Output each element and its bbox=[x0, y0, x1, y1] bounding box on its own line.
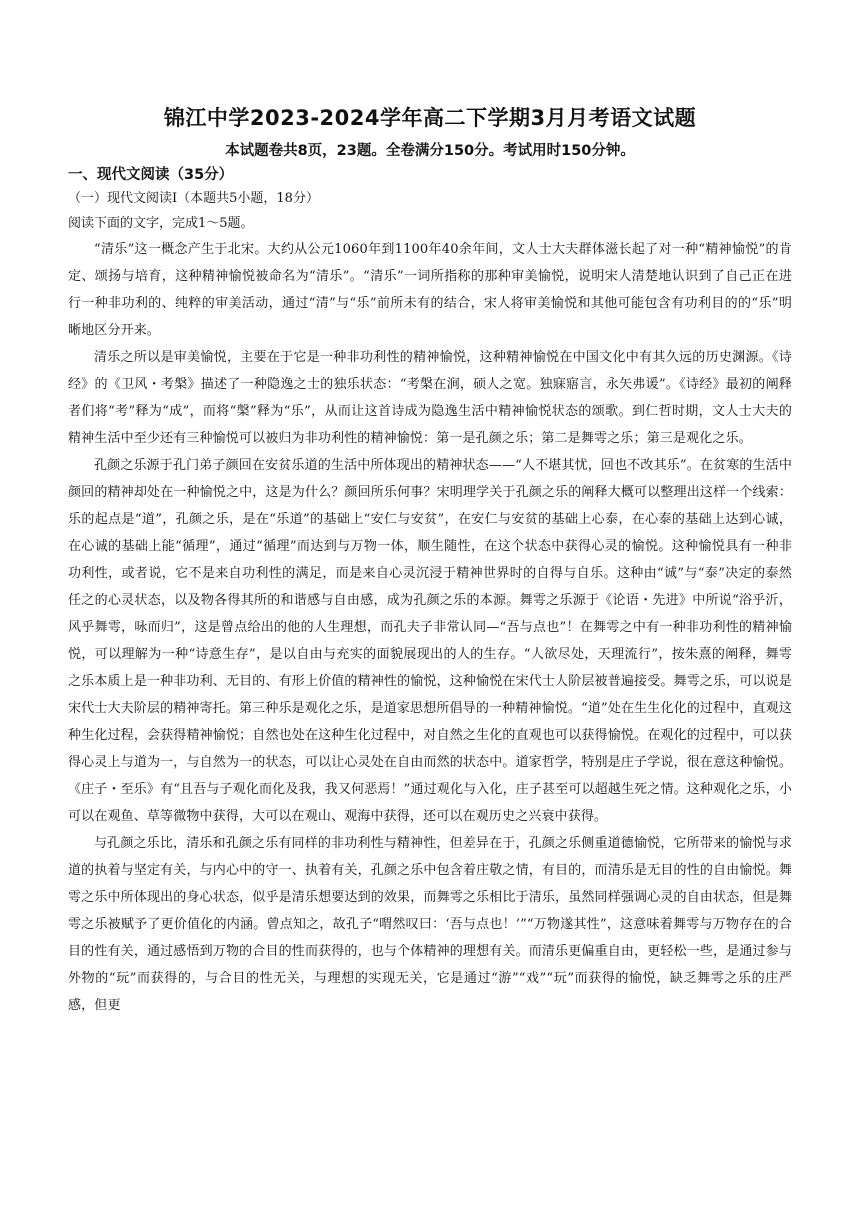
reading-instruction: 阅读下面的文字，完成1～5题。 bbox=[68, 216, 254, 231]
article-body bbox=[68, 236, 792, 1019]
exam-title: 锦江中学2023-2024学年高二下学期3月月考语文试题 bbox=[163, 106, 697, 130]
exam-subtitle: 本试题卷共8页，23题。全卷满分150分。考试用时150分钟。 bbox=[225, 143, 635, 159]
article-paragraph-4: 与孔颜之乐比，清乐和孔颜之乐有同样的非功利性与精神性，但差异在于，孔颜之乐侧重道德愉悦，它所带来的愉悦与求道的执着与坚定有关，与内心中的守一、执着有关，孔颜之乐中包含着庄敬之情，有目的，而清乐是无目的性的自由愉悦。舞雩之乐中所体现出的身心状态，似乎是清乐想要达到的效果，而舞雩之乐相比于清乐，虽然同样强调心灵的自由状态，但是舞雩之乐被赋予了更价值化的内涵。曾点知之，故孔子“喟然叹曰：‘吾与点也！’”“万物遂其性”，这意味着舞雩与万物存在的合目的性有关，通过感悟到万物的合目的性而获得的，也与个体精神的理想有关。而清乐更偏重自由，更轻松一些，是通过参与外物的“玩”而获得的，与合目的性无关，与理想的实现无关，它是通过“游”“戏”“玩”而获得的愉悦，缺乏舞雩之乐的庄严感，但更 bbox=[68, 836, 792, 1013]
article-paragraph-3: 孔颜之乐源于孔门弟子颜回在安贫乐道的生活中所体现出的精神状态——“人不堪其忧，回也不改其乐”。在贫寒的生活中颜回的精神却处在一种愉悦之中，这是为什么？颜回所乐何事？宋明理学关于孔颜之乐的阐释大概可以整理出这样一个线索：乐的起点是“道”，孔颜之乐，是在“乐道”的基础上“安仁与安贫”，在安仁与安贫的基础上心泰，在心泰的基础上达到心诚，在心诚的基础上能“循理”，通过“循理”而达到与万物一体，顺生随性，在这个状态中获得心灵的愉悦。这种愉悦具有一种非功利性，或者说，它不是来自功利性的满足，而是来自心灵沉浸于精神世界时的自得与自乐。这种由“诚”与“泰”决定的泰然任之的心灵状态，以及物各得其所的和谐感与自由感，成为孔颜之乐的本源。舞雩之乐源于《论语・先进》中所说“浴乎沂，风乎舞雩，咏而归”，这是曾点给出的他的人生理想，而孔夫子非常认同—“吾与点也”！在舞雩之中有一种非功利性的精神愉悦，可以理解为一种“诗意生存”，是以自由与充实的面貌展现出的人的生存。“人欲尽处，天理流行”，按朱熹的阐释，舞雩之乐本质上是一种非功利、无目的、有形上价值的精神性的愉悦，这种愉悦在宋代士人阶层被普遍接受。舞雩之乐，可以说是宋代士大夫阶层的精神寄托。第三种乐是观化之乐，是道家思想所倡导的一种精神愉悦。“道”处在生生化化的过程中，直观这种生化过程，会获得精神愉悦；自然也处在这种生化过程中，对自然之生化的直观也可以获得愉悦。在观化的过程中，可以获得心灵上与道为一，与自然为一的状态，可以让心灵处在自由而然的状态中。道家哲学，特别是庄子学说，很在意这种愉悦。《庄子・至乐》有“且吾与子观化而化及我，我又何恶焉！”通过观化与入化，庄子甚至可以超越生死之情。这种观化之乐，小可以在观鱼、草等微物中获得，大可以在观山、观海中获得，还可以在观历史之兴衰中获得。 bbox=[68, 458, 792, 824]
subsection-heading: （一）现代文阅读Ⅰ（本题共5小题，18分） bbox=[68, 191, 319, 206]
article-paragraph-1: “清乐”这一概念产生于北宋。大约从公元1060年到1100年40余年间，文人士大夫群体滋长起了对一种“精神愉悦”的肯定、颂扬与培育，这种精神愉悦被命名为“清乐”。“清乐”一词所指称的那种审美愉悦，说明宋人清楚地认识到了自己正在进行一种非功利的、纯粹的审美活动，通过“清”与“乐”前所未有的结合，宋人将审美愉悦和其他可能包含有功利目的的“乐”明晰地区分开来。 bbox=[68, 242, 792, 338]
section-heading: 一、现代文阅读（35分） bbox=[68, 167, 234, 183]
article-paragraph-2: 清乐之所以是审美愉悦，主要在于它是一种非功利性的精神愉悦，这种精神愉悦在中国文化中有其久远的历史渊源。《诗经》的《卫风・考槃》描述了一种隐逸之士的独乐状态：“考槃在涧，硕人之宽。独寐寤言，永矢弗谖”。《诗经》最初的阐释者们将“考”释为“成”，而将“槃”释为“乐”，从而让这首诗成为隐逸生活中精神愉悦状态的颂歌。到仁哲时期，文人士大夫的精神生活中至少还有三种愉悦可以被归为非功利性的精神愉悦：第一是孔颜之乐；第二是舞雩之乐；第三是观化之乐。 bbox=[68, 350, 792, 446]
